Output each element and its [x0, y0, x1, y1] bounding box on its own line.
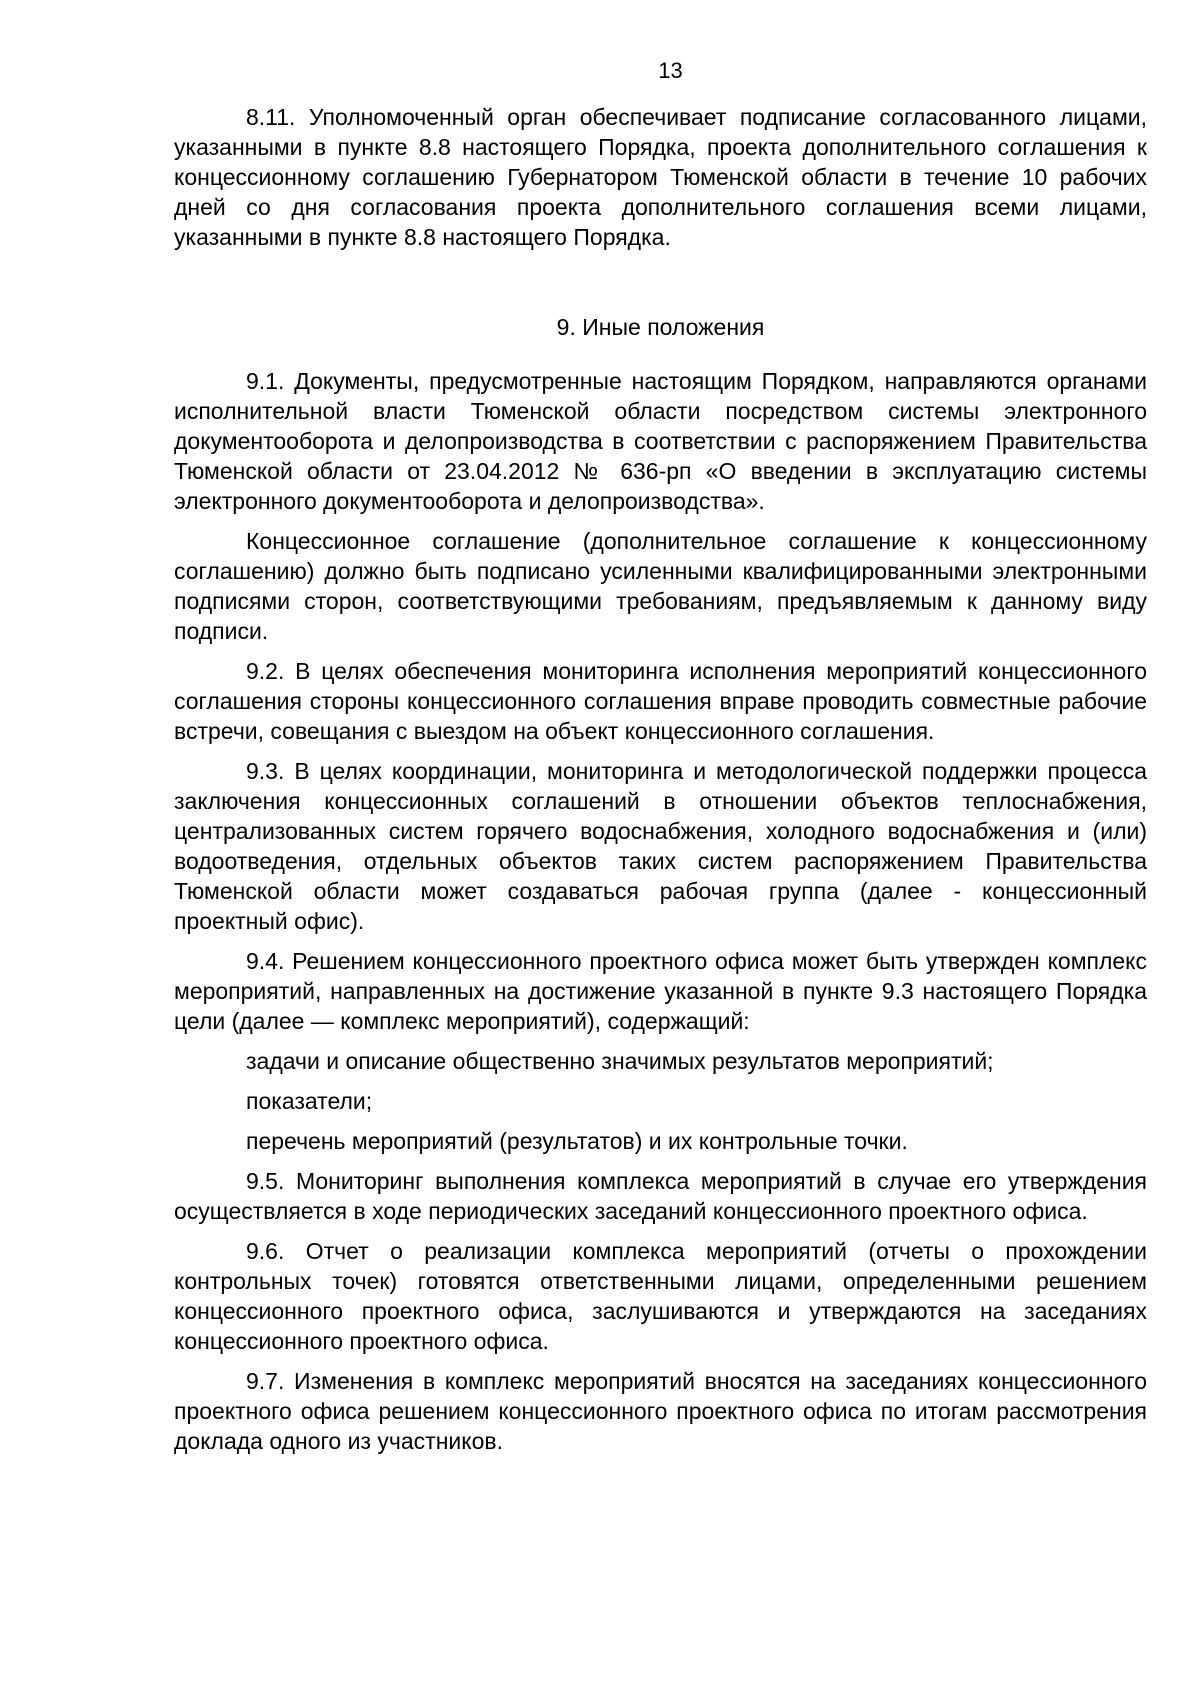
paragraph-9-1-signature: Концессионное соглашение (дополнительное соглашение к концессионному соглашению) должно быть подписано усиленными квалифицированными электронными подписями сторон, соответствующими требованиям, предъявляемым к данному виду подписи. [174, 528, 1147, 644]
paragraph-9-4: 9.4. Решением концессионного проектного офиса может быть утвержден комплекс мероприятий, направленных на достижение указанной в пункте 9.3 настоящего Порядка цели (далее — комплекс мероприятий), содержащий: [174, 948, 1147, 1034]
paragraph-9-1: 9.1. Документы, предусмотренные настоящим Порядком, направляются органами исполнительной власти Тюменской области посредством системы электронного документооборота и делопроизводства в соответствии с распоряжением Правительства Тюменской области от 23.04.2012 № 636-рп «О введении в эксплуатацию системы электронного документооборота и делопроизводства». [174, 368, 1147, 514]
section-heading: 9. Иные положения [556, 314, 765, 340]
paragraph-8-11: 8.11. Уполномоченный орган обеспечивает подписание согласованного лицами, указанными в пункте 8.8 настоящего Порядка, проекта дополнительного соглашения к концессионному соглашению Губернатором Тюменской области в течение 10 рабочих дней со дня согласования проекта дополнительного соглашения всеми лицами, указанными в пункте 8.8 настоящего Порядка. [174, 104, 1147, 250]
paragraph-9-5: 9.5. Мониторинг выполнения комплекса мероприятий в случае его утверждения осуществляется в ходе периодических заседаний концессионного проектного офиса. [174, 1168, 1147, 1224]
list-item-events: перечень мероприятий (результатов) и их контрольные точки. [246, 1128, 908, 1154]
paragraph-9-3: 9.3. В целях координации, мониторинга и методологической поддержки процесса заключения концессионных соглашений в отношении объектов теплоснабжения, централизованных систем горячего водоснабжения, холодного водоснабжения и (или) водоотведения, отдельных объектов таких систем распоряжением Правительства Тюменской области может создаваться рабочая группа (далее - концессионный проектный офис). [174, 758, 1147, 934]
paragraph-9-7: 9.7. Изменения в комплекс мероприятий вносятся на заседаниях концессионного проектного офиса решением концессионного проектного офиса по итогам рассмотрения доклада одного из участников. [174, 1368, 1147, 1454]
list-item-indicators: показатели; [246, 1088, 373, 1114]
page-number: 13 [658, 58, 683, 83]
paragraph-9-6: 9.6. Отчет о реализации комплекса мероприятий (отчеты о прохождении контрольных точек) готовятся ответственными лицами, определенными решением концессионного проектного офиса, заслушиваются и утверждаются на заседаниях концессионного проектного офиса. [174, 1238, 1147, 1354]
list-item-tasks: задачи и описание общественно значимых результатов мероприятий; [246, 1048, 994, 1074]
paragraph-9-2: 9.2. В целях обеспечения мониторинга исполнения мероприятий концессионного соглашения стороны концессионного соглашения вправе проводить совместные рабочие встречи, совещания с выездом на объект концессионного соглашения. [174, 658, 1147, 744]
